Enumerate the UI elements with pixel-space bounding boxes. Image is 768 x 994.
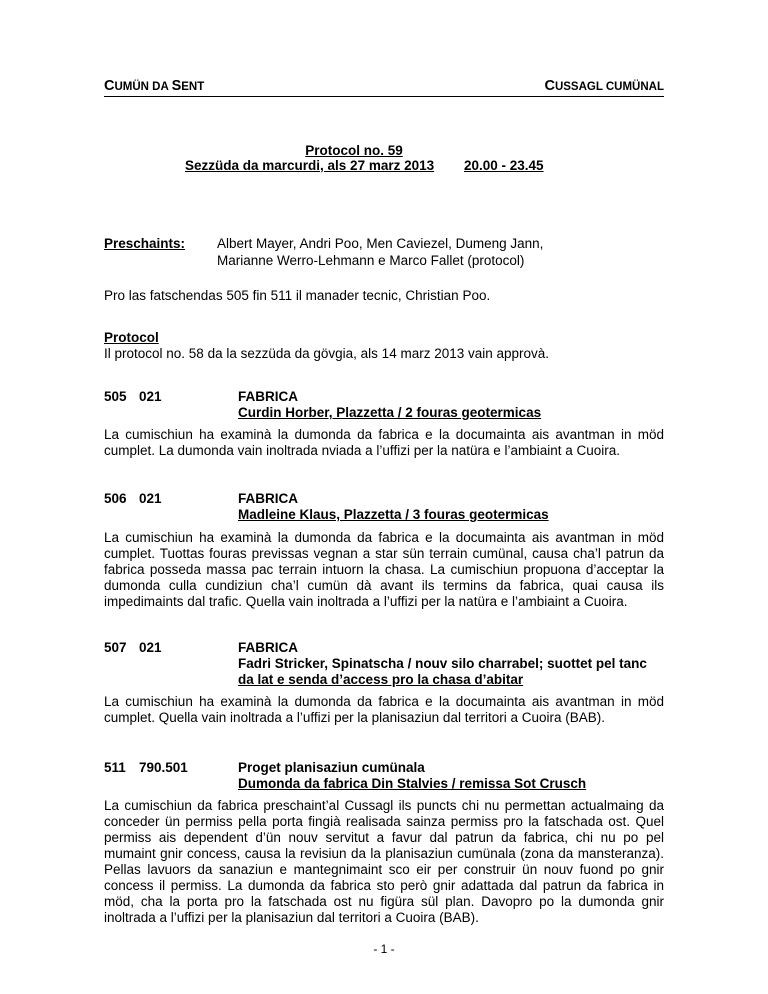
item-number: 511: [104, 760, 126, 775]
item-text: La cumischiun da fabrica preschaint’al Cussagl ils puncts chi nu permettan actualmaing da conceder ün permiss pella porta fingià realisada sainza permiss pro la fatschada ost. Quel permiss ais dependent d’ün nouv servitut a favur dal patrun da fabrica, chi nu po pel mumaint gnir concess, causa la revisiun da la planisaziun cumünala (zona da mansteranza). Pellas lavuors da sanaziun e mantegnimaint sco eir per construir ün nouv fuond po gnir concess il permiss. La dumonda da fabrica sto però gnir adattada dal patrun da fabrica in möd, cha la porta pro la fatschada ost nu figüra sül plan. Davopro po la dumonda gnir inoltrada a l’uffizi per la planisaziun dal territori a Cuoira (BAB).: [104, 798, 664, 925]
item-code: 021: [139, 640, 162, 655]
protocol-title: Protocol no. 59: [305, 143, 403, 158]
item-text: La cumischiun ha examinà la dumonda da fabrica e la documainta ais avantman in möd cumplet. Tuottas fouras previssas vegnan a star sün terrain cumünal, causa cha’l patrun da fabrica posseda massa pac terrain intuorn la chasa. La cumischiun propuona d’acceptar la dumonda culla cundiziun cha’l cumün dà avant ils termins da fabrica, quai causa ils impedimaints dal trafic. Quella vain inoltrada a l’uffizi per la natüra e l’ambiaint a Cuoira.: [104, 530, 664, 609]
protocol-approval: Il protocol no. 58 da la sezzüda da gövgia, als 14 marz 2013 vain approvà.: [104, 346, 550, 361]
item-heading: FABRICA: [238, 640, 298, 655]
municipality-name: CUMÜN DA SENT: [104, 78, 205, 94]
item-heading: Proget planisaziun cumünala: [238, 760, 425, 775]
session-date: Sezzüda da marcurdi, als 27 marz 2013: [185, 158, 435, 173]
item-code: 790.501: [139, 760, 188, 775]
item-heading: FABRICA: [238, 491, 298, 506]
present-names-2: Marianne Werro-Lehmann e Marco Fallet (protocol): [217, 253, 525, 268]
item-heading: FABRICA: [238, 389, 298, 404]
attendance-note: Pro las fatschendas 505 fin 511 il manader tecnic, Christian Poo.: [104, 288, 491, 303]
present-names-1: Albert Mayer, Andri Poo, Men Caviezel, Dumeng Jann,: [217, 236, 544, 251]
item-subtitle: da lat e senda d’access pro la chasa d’abitar: [238, 672, 524, 687]
item-number: 506: [104, 491, 127, 506]
item-text: La cumischiun ha examinà la dumonda da fabrica e la documainta ais avantman in möd cumplet. La dumonda vain inoltrada nviada a l’uffizi per la natüra e l’ambiaint a Cuoira.: [104, 427, 664, 458]
item-subtitle: Dumonda da fabrica Din Stalvies / remissa Sot Crusch: [238, 776, 587, 791]
council-name: CUSSAGL CUMÜNAL: [544, 78, 664, 94]
protocol-heading: Protocol: [104, 330, 159, 345]
session-time: 20.00 - 23.45: [464, 158, 544, 173]
item-number: 505: [104, 389, 127, 404]
item-subtitle: Madleine Klaus, Plazzetta / 3 fouras geotermicas: [238, 507, 549, 522]
item-code: 021: [139, 389, 162, 404]
header-rule: [104, 96, 664, 97]
item-number: 507: [104, 640, 127, 655]
item-heading-2: Fadri Stricker, Spinatscha / nouv silo charrabel; suottet pel tanc: [238, 656, 647, 671]
present-label: Preschaints:: [104, 236, 186, 251]
item-code: 021: [139, 491, 162, 506]
item-subtitle: Curdin Horber, Plazzetta / 2 fouras geotermicas: [238, 405, 542, 420]
page-number: - 1 -: [373, 942, 395, 956]
item-text: La cumischiun ha examinà la dumonda da fabrica e la documainta ais avantman in möd cumplet. Quella vain inoltrada a l’uffizi per la planisaziun dal territori a Cuoira (BAB).: [104, 694, 664, 725]
